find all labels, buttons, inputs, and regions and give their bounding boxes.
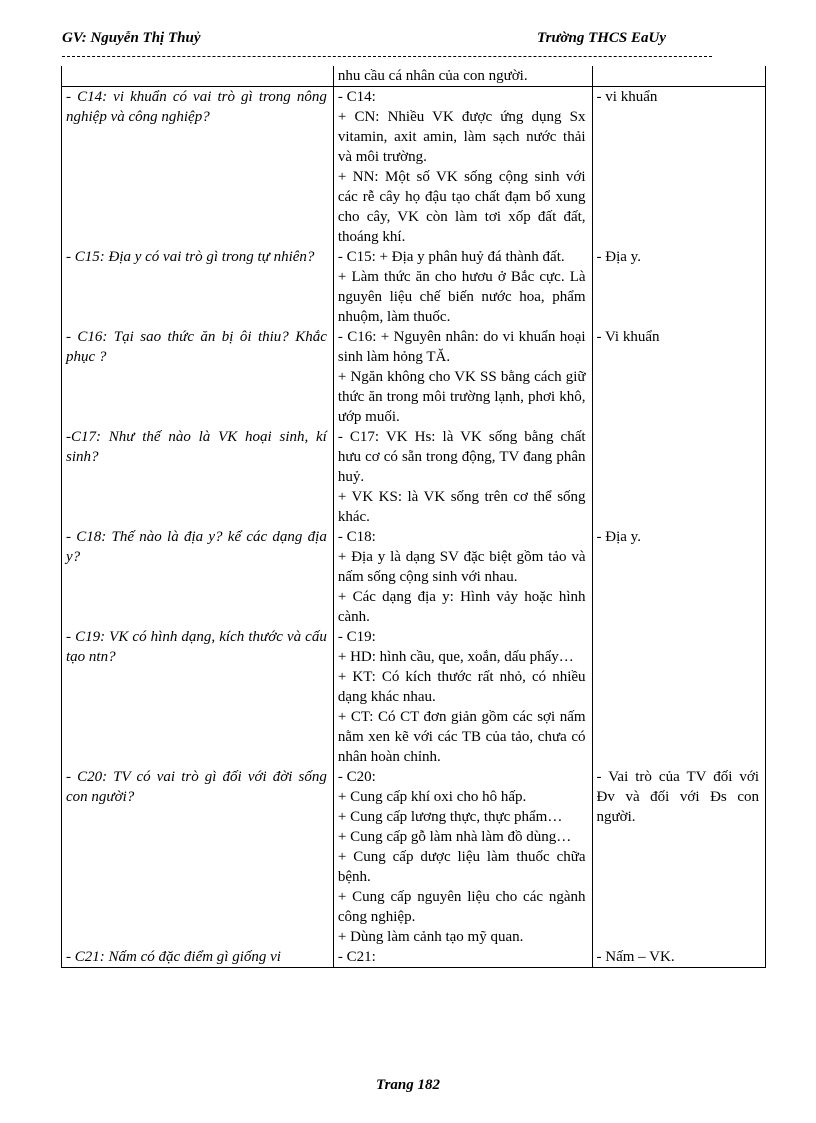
question-text: - C20: TV có vai trò gì đối với đời sống con người? <box>66 769 327 805</box>
answer-cell <box>333 627 592 767</box>
answer-cell <box>333 527 592 627</box>
content-text: - Địa y. <box>596 529 641 545</box>
answer-line: + Cung cấp khí oxi cho hô hấp. <box>337 789 527 805</box>
answer-cell <box>333 327 592 427</box>
content-cell <box>592 947 765 968</box>
answer-line: + Cung cấp lương thực, thực phẩm… <box>337 809 563 825</box>
answer-line: nhu cầu cá nhân của con người. <box>337 68 528 84</box>
answer-line: - C15: + Địa y phân huỷ đá thành đất. <box>337 249 565 265</box>
content-cell <box>592 66 765 87</box>
table-row <box>62 247 766 327</box>
question-cell <box>62 247 334 327</box>
answer-line: - C17: VK Hs: là VK sống bằng chất hưu cơ có sẵn trong động, TV đang phân huỷ. <box>337 429 586 485</box>
content-cell <box>592 327 765 427</box>
answer-cell <box>333 427 592 527</box>
content-cell <box>592 87 765 248</box>
question-text: - C14: vi khuẩn có vai trò gì trong nông nghiệp và công nghiệp? <box>66 89 327 125</box>
answer-line: + NN: Một số VK sống cộng sinh với các rễ cây họ đậu tạo chất đạm bổ xung cho cây, VK còn làm tơi xốp đất đất, thoáng khí. <box>337 169 586 245</box>
table-row <box>62 427 766 527</box>
content-text: - Địa y. <box>596 249 641 265</box>
question-text: - C21: Nấm có đặc điểm gì giống vi <box>66 949 281 965</box>
answer-line: + CN: Nhiều VK được ứng dụng Sx vitamin, axit amin, làm sạch nước thải và môi trường. <box>337 109 586 165</box>
page-number: Trang 182 <box>375 1077 441 1093</box>
question-cell <box>62 427 334 527</box>
teacher-name: GV: Nguyễn Thị Thuỷ <box>62 30 201 46</box>
question-text: - C16: Tại sao thức ăn bị ôi thiu? Khắc phục ? <box>66 329 327 365</box>
table-row <box>62 947 766 968</box>
question-cell <box>62 947 334 968</box>
answer-line: + Các dạng địa y: Hình vảy hoặc hình cành. <box>337 589 586 625</box>
answer-line: - C18: <box>337 529 376 545</box>
answer-cell <box>333 87 592 248</box>
page-header <box>62 30 674 50</box>
table-row <box>62 767 766 947</box>
table-row <box>62 327 766 427</box>
answer-line: + Cung cấp dược liệu làm thuốc chữa bệnh. <box>337 849 586 885</box>
content-cell <box>592 767 765 947</box>
question-text: - C15: Địa y có vai trò gì trong tự nhiên? <box>66 249 315 265</box>
table-row <box>62 527 766 627</box>
question-text: - C18: Thế nào là địa y? kể các dạng địa y? <box>66 529 327 565</box>
answer-line: + KT: Có kích thước rất nhỏ, có nhiều dạng khác nhau. <box>337 669 586 705</box>
answer-line: - C14: <box>337 89 376 105</box>
question-text: -C17: Như thế nào là VK hoại sinh, kí sinh? <box>66 429 327 465</box>
school-name: Trường THCS EaUy <box>537 30 666 46</box>
answer-cell <box>333 247 592 327</box>
question-cell <box>62 327 334 427</box>
content-cell <box>592 627 765 767</box>
question-cell <box>62 66 334 87</box>
header-divider <box>62 56 712 57</box>
question-cell <box>62 527 334 627</box>
content-text: - vi khuẩn <box>596 89 658 105</box>
table-row <box>62 66 766 87</box>
content-text: - Nấm – VK. <box>596 949 675 965</box>
answer-line: + VK KS: là VK sống trên cơ thể sống khác. <box>337 489 586 525</box>
answer-cell <box>333 947 592 968</box>
content-cell <box>592 247 765 327</box>
answer-line: + Dùng làm cảnh tạo mỹ quan. <box>337 929 524 945</box>
content-cell <box>592 527 765 627</box>
answer-cell <box>333 66 592 87</box>
content-text: - Vi khuẩn <box>596 329 660 345</box>
content-cell <box>592 427 765 527</box>
table-row <box>62 87 766 248</box>
answer-line: - C16: + Nguyên nhân: do vi khuẩn hoại sinh làm hỏng TĂ. <box>337 329 586 365</box>
answer-line: - C21: <box>337 949 376 965</box>
answer-line: + HD: hình cầu, que, xoắn, dấu phẩy… <box>337 649 574 665</box>
question-text: - C19: VK có hình dạng, kích thước và cấu tạo ntn? <box>66 629 327 665</box>
answer-line: + Địa y là dạng SV đặc biệt gồm tảo và nấm sống cộng sinh với nhau. <box>337 549 586 585</box>
answer-line: + Làm thức ăn cho hươu ở Bắc cực. Là nguyên liệu chế biến nước hoa, phẩm nhuộm, làm thuốc. <box>337 269 586 325</box>
answer-line: - C19: <box>337 629 376 645</box>
answer-line: - C20: <box>337 769 376 785</box>
answer-cell <box>333 767 592 947</box>
question-cell <box>62 627 334 767</box>
qa-table <box>61 66 766 968</box>
answer-line: + Cung cấp gỗ làm nhà làm đồ dùng… <box>337 829 572 845</box>
table-row <box>62 627 766 767</box>
content-text: - Vai trò của TV đối với Đv và đối với Đs con người. <box>596 769 759 825</box>
question-cell <box>62 87 334 248</box>
question-cell <box>62 767 334 947</box>
answer-line: + Ngăn không cho VK SS bằng cách giữ thức ăn trong môi trường lạnh, phơi khô, ướp muối. <box>337 369 586 425</box>
answer-line: + Cung cấp nguyên liệu cho các ngành công nghiệp. <box>337 889 586 925</box>
answer-line: + CT: Có CT đơn giản gồm các sợi nấm nằm xen kẽ với các TB của tảo, chưa có nhân hoàn chỉnh. <box>337 709 586 765</box>
